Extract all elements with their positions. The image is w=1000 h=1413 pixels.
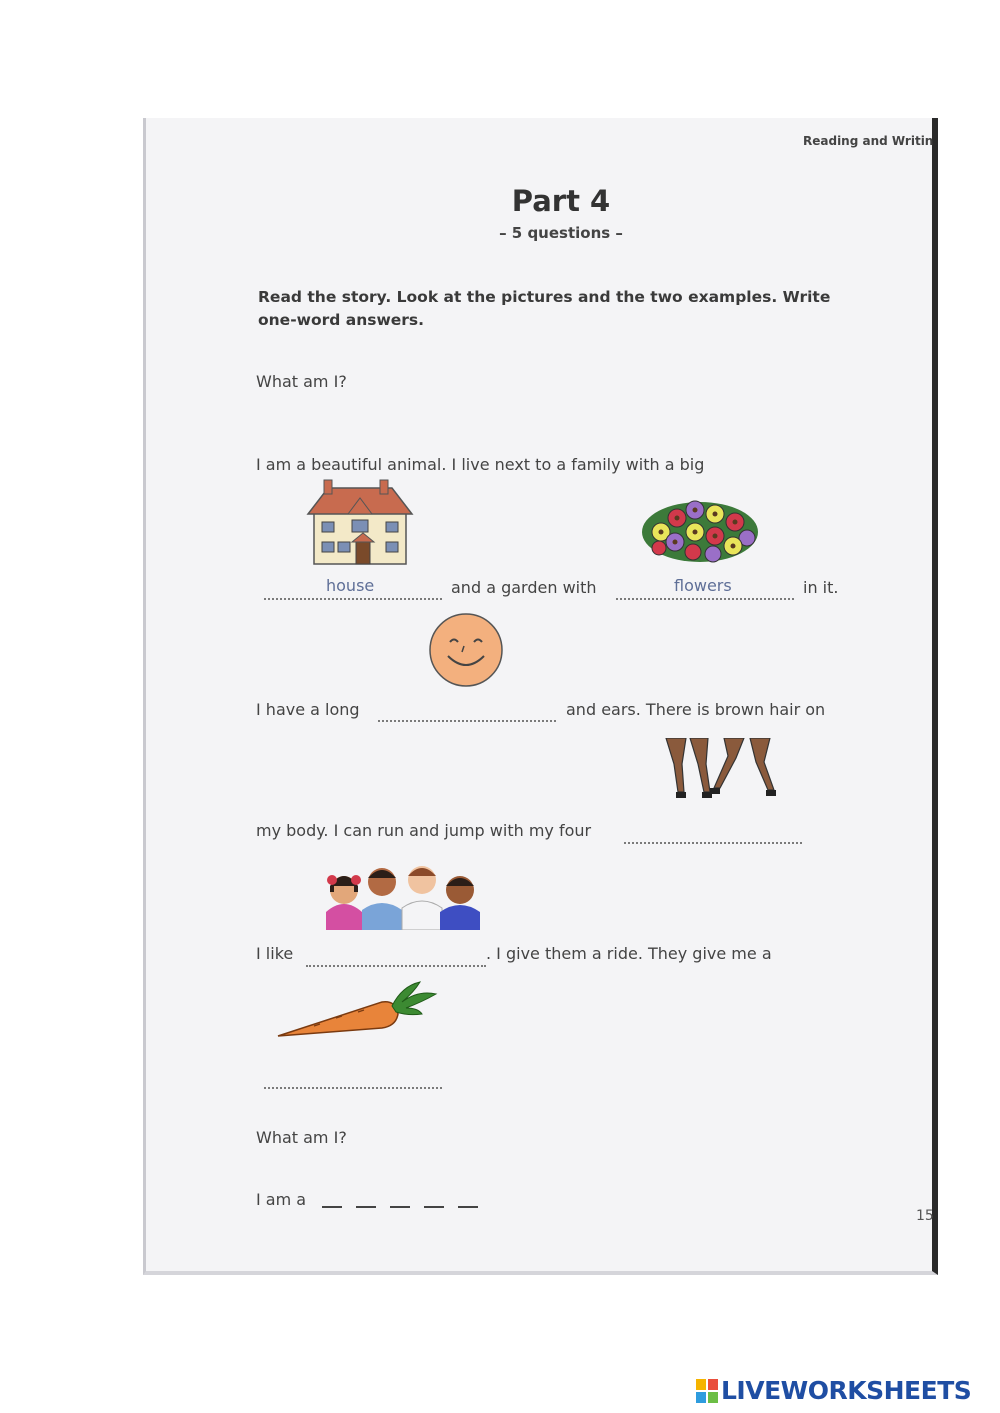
worksheet-page [143,118,938,1275]
page-number: 15 [916,1208,934,1224]
letter-blank[interactable] [424,1206,444,1208]
answer-line-example-2 [616,598,794,600]
story-line-5-start: I like [256,944,294,963]
brand-name: LIVEWORKSHEETS [721,1376,972,1405]
children-icon [322,850,484,930]
house-icon [304,478,416,568]
part-subtitle: – 5 questions – [499,224,623,242]
story-title: What am I? [256,372,347,391]
instructions: Read the story. Look at the pictures and the two examples. Write one-word answers. [258,288,831,329]
answer-line-example-1 [264,598,442,600]
answer-field-3[interactable] [306,965,486,967]
letter-blank[interactable] [458,1206,478,1208]
flowers-icon [639,488,761,564]
answer-field-1[interactable] [378,720,556,722]
story-line-4: my body. I can run and jump with my four [256,821,592,840]
carrot-icon [274,980,440,1042]
answer-field-5[interactable] [322,1206,478,1208]
story-line-3-start: I have a long [256,700,360,719]
legs-icon [656,738,782,802]
story-line-1: I am a beautiful animal. I live next to a family with a big [256,455,705,474]
final-line-start: I am a [256,1190,307,1209]
part-title: Part 4 [511,184,611,218]
answer-field-4[interactable] [264,1087,442,1089]
letter-blank[interactable] [322,1206,342,1208]
face-icon [426,610,506,690]
story-line-2-middle: and a garden with [451,578,597,597]
answer-field-2[interactable] [624,842,802,844]
section-header: Reading and Writin [803,134,934,148]
closing-question: What am I? [256,1128,347,1147]
liveworksheets-logo [696,1376,971,1405]
story-line-2-end: in it. [803,578,839,597]
story-line-3-end: and ears. There is brown hair on [566,700,826,719]
letter-blank[interactable] [356,1206,376,1208]
letter-blank[interactable] [390,1206,410,1208]
story-line-5-end: . I give them a ride. They give me a [486,944,772,963]
example-answer-1: house [326,576,375,595]
liveworksheets-logo-icon [696,1379,718,1403]
example-answer-2: flowers [674,576,732,595]
